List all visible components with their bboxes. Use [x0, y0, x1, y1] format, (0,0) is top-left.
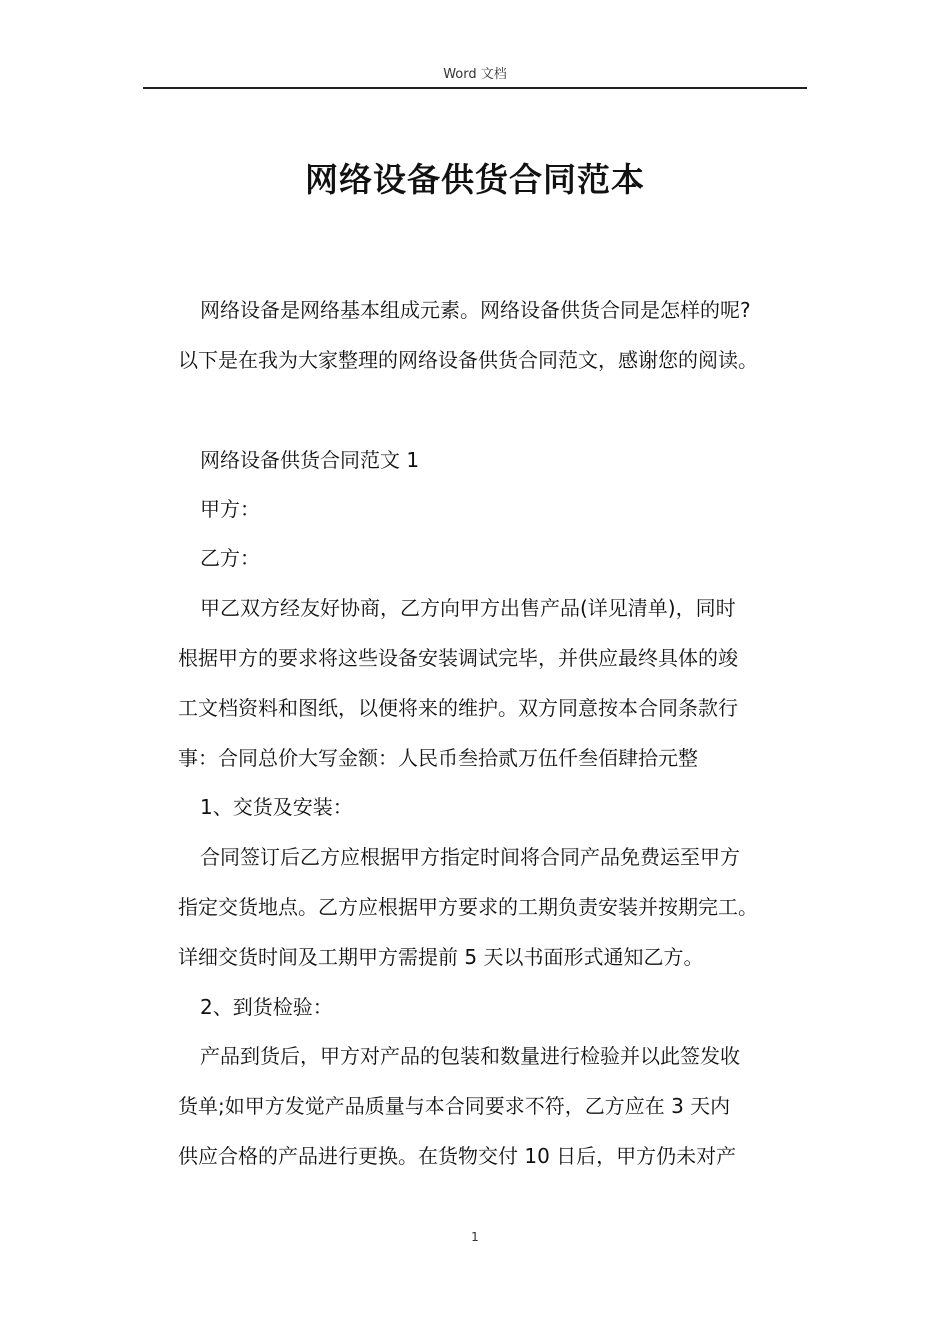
header-divider	[143, 87, 807, 89]
preamble-line-3: 工文档资料和图纸，以便将来的维护。双方同意按本合同条款行	[178, 696, 738, 720]
clause-1-line-3: 详细交货时间及工期甲方需提前 5 天以书面形式通知乙方。	[178, 945, 704, 969]
clause-2-heading: 2、到货检验：	[200, 995, 333, 1019]
clause-1-line-2: 指定交货地点。乙方应根据甲方要求的工期负责安装并按期完工。	[178, 895, 758, 919]
page-number: 1	[471, 1230, 479, 1244]
section-heading-1: 网络设备供货合同范文 1	[200, 448, 420, 472]
intro-line-2: 以下是在我为大家整理的网络设备供货合同范文，感谢您的阅读。	[178, 348, 758, 372]
party-b-label: 乙方：	[200, 546, 260, 570]
clause-2-line-3: 供应合格的产品进行更换。在货物交付 10 日后，甲方仍未对产	[178, 1144, 737, 1168]
preamble-line-4: 事：合同总价大写金额：人民币叁拾贰万伍仟叁佰肆拾元整	[178, 746, 698, 770]
intro-line-1: 网络设备是网络基本组成元素。网络设备供货合同是怎样的呢?	[200, 298, 751, 322]
clause-1-heading: 1、交货及安装：	[200, 795, 353, 819]
document-title: 网络设备供货合同范本	[305, 160, 645, 199]
preamble-line-2: 根据甲方的要求将这些设备安装调试完毕，并供应最终具体的竣	[178, 646, 738, 670]
clause-2-line-2: 货单;如甲方发觉产品质量与本合同要求不符，乙方应在 3 天内	[178, 1094, 731, 1118]
clause-2-line-1: 产品到货后，甲方对产品的包装和数量进行检验并以此签发收	[200, 1044, 740, 1068]
party-a-label: 甲方：	[200, 497, 260, 521]
clause-1-line-1: 合同签订后乙方应根据甲方指定时间将合同产品免费运至甲方	[200, 845, 740, 869]
preamble-line-1: 甲乙双方经友好协商，乙方向甲方出售产品(详见清单)，同时	[200, 596, 736, 620]
page-header: Word 文档	[443, 67, 507, 82]
